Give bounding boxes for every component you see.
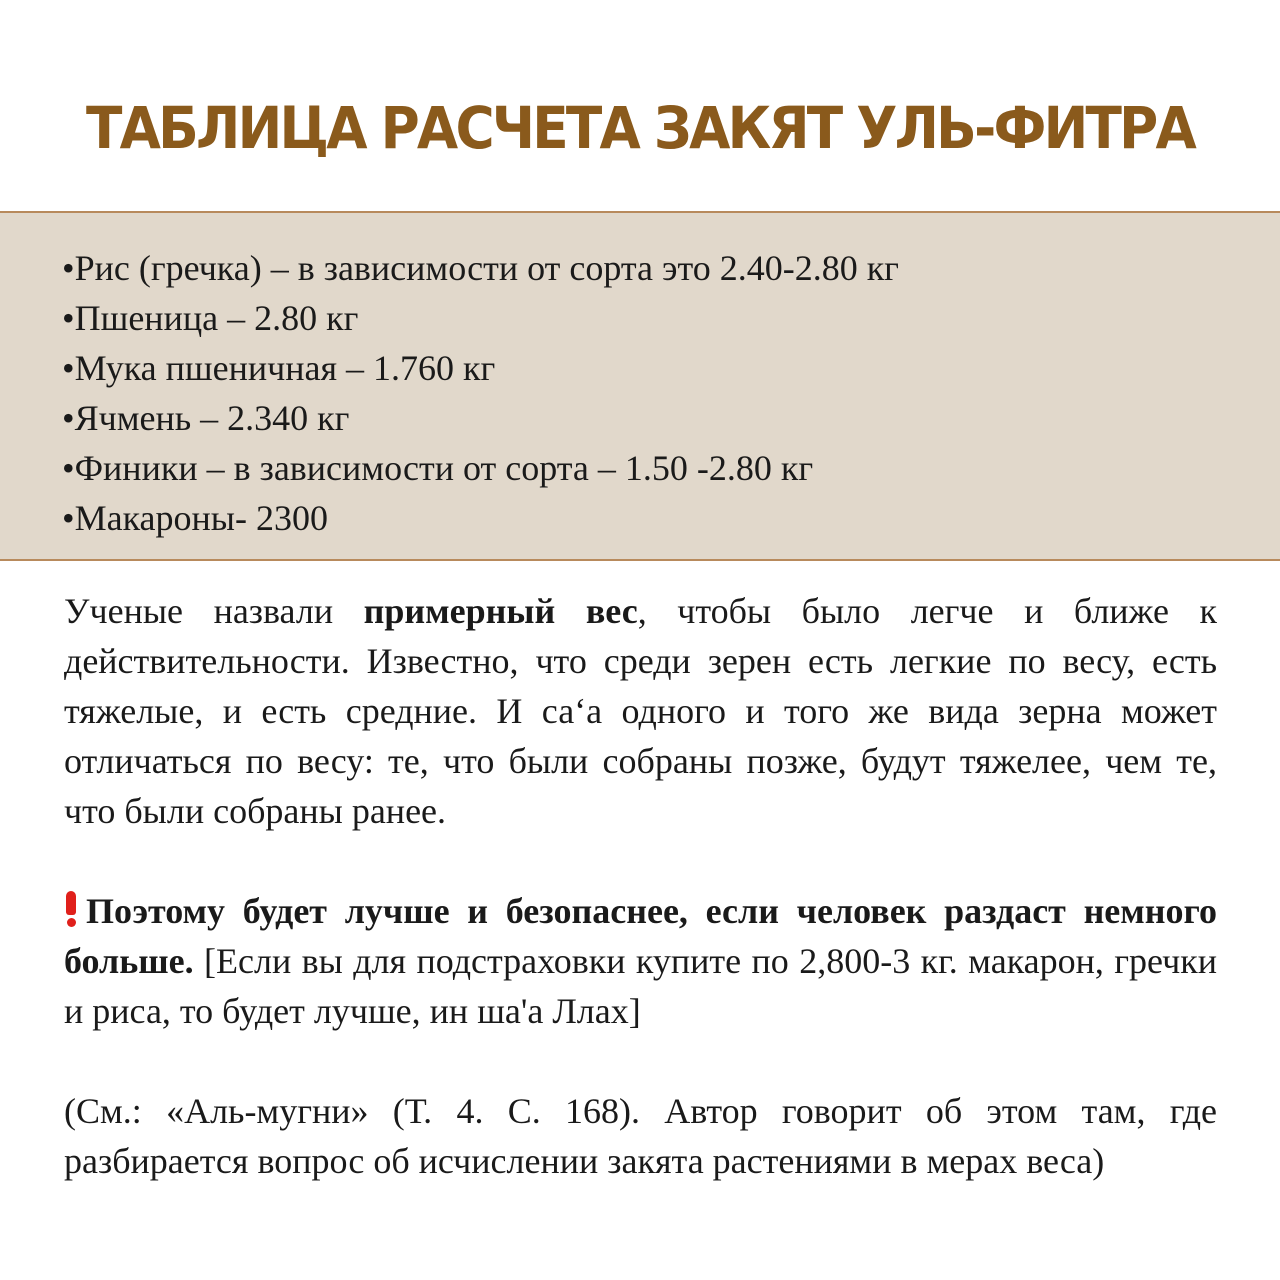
list-item-pasta: •Макароны- 2300 — [62, 498, 328, 538]
paragraph2-bold: Поэтому будет лучше и безопаснее, если человек раздаст немного больше. — [64, 891, 1217, 981]
list-item-barley: •Ячмень – 2.340 кг — [62, 398, 350, 438]
list-item-dates: •Финики – в зависимости от сорта – 1.50 -2.80 кг — [62, 448, 814, 488]
weights-list — [62, 243, 1242, 543]
exclamation-icon — [64, 891, 78, 927]
page-title: ТАБЛИЦА РАСЧЕТА ЗАКЯТ УЛЬ-ФИТРА — [85, 94, 1195, 162]
list-item-wheat: •Пшеница – 2.80 кг — [62, 298, 359, 338]
paragraph-recommendation — [64, 886, 1217, 1036]
paragraph1-before: Ученые назвали — [64, 591, 364, 631]
list-item-rice: •Рис (гречка) – в зависимости от сорта это 2.40-2.80 кг — [62, 248, 899, 288]
weights-box — [0, 211, 1280, 561]
paragraph2-after: [Если вы для подстраховки купите по 2,800-3 кг. макарон, гречки и риса, то будет лучше, ин ша'а Ллах] — [64, 941, 1217, 1031]
paragraph1-bold: примерный вес — [363, 591, 638, 631]
paragraph-approximate-weight — [64, 586, 1217, 836]
paragraph-source: (См.: «Аль-мугни» (Т. 4. С. 168). Автор говорит об этом там, где разбирается вопрос об исчислении закята растениями в мерах веса) — [64, 1091, 1217, 1181]
paragraph1-after: , чтобы было легче и ближе к действительности. Известно, что среди зерен есть легкие по весу, есть тяжелые, и есть средние. И са‘а одного и того же вида зерна может отличаться по весу: те, что были собраны позже, будут тяжелее, чем те, что были собраны ранее. — [64, 591, 1217, 831]
list-item-flour: •Мука пшеничная – 1.760 кг — [62, 348, 496, 388]
